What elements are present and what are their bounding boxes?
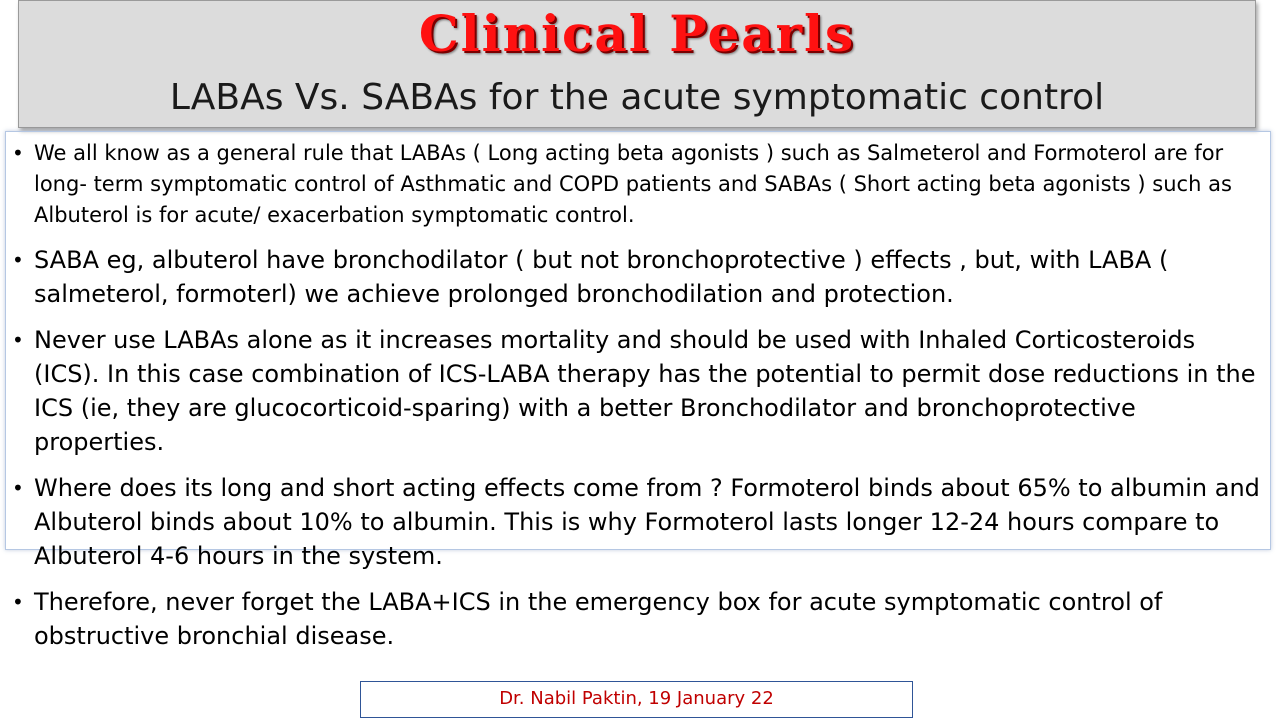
title-box bbox=[18, 0, 1256, 128]
list-item bbox=[6, 471, 1266, 573]
bullet-text: We all know as a general rule that LABAs ( Long acting beta agonists ) such as Salmeterol and Formoterol are for long- term symptomatic control of Asthmatic and COPD patients and SABAs ( Short acting beta agonists ) such as Albuterol is for acute/ exacerbation symptomatic control. bbox=[34, 141, 1232, 227]
list-item bbox=[6, 243, 1266, 311]
slide-subtitle: LABAs Vs. SABAs for the acute symptomatic control bbox=[169, 77, 1105, 118]
bullet-icon: • bbox=[12, 141, 24, 165]
list-item bbox=[6, 138, 1266, 231]
bullet-icon: • bbox=[12, 476, 24, 500]
bullet-icon: • bbox=[12, 248, 24, 272]
bullet-text: Therefore, never forget the LABA+ICS in the emergency box for acute symptomatic control of obstructive bronchial disease. bbox=[34, 588, 1163, 650]
list-item bbox=[6, 323, 1266, 459]
slide-title: Clinical Pearls bbox=[418, 4, 856, 63]
bullet-text: Never use LABAs alone as it increases mortality and should be used with Inhaled Corticosteroids (ICS). In this case combination of ICS-LABA therapy has the potential to permit dose reductions in the ICS (ie, they are glucocorticoid-sparing) with a better Bronchodilator and bronchoprotective properties. bbox=[34, 326, 1256, 456]
bullet-text: SABA eg, albuterol have bronchodilator ( but not bronchoprotective ) effects , but, with LABA ( salmeterol, formoterl) we achieve prolonged bronchodilation and protection. bbox=[34, 246, 1169, 308]
bullet-text: Where does its long and short acting effects come from ? Formoterol binds about 65% to albumin and Albuterol binds about 10% to albumin. This is why Formoterol lasts longer 12-24 hours compare to Albuterol 4-6 hours in the system. bbox=[34, 474, 1260, 570]
list-item bbox=[6, 585, 1266, 653]
bullet-icon: • bbox=[12, 328, 24, 352]
author-footer: Dr. Nabil Paktin, 19 January 22 bbox=[360, 681, 913, 718]
bullet-list bbox=[6, 138, 1266, 665]
bullet-icon: • bbox=[12, 590, 24, 614]
